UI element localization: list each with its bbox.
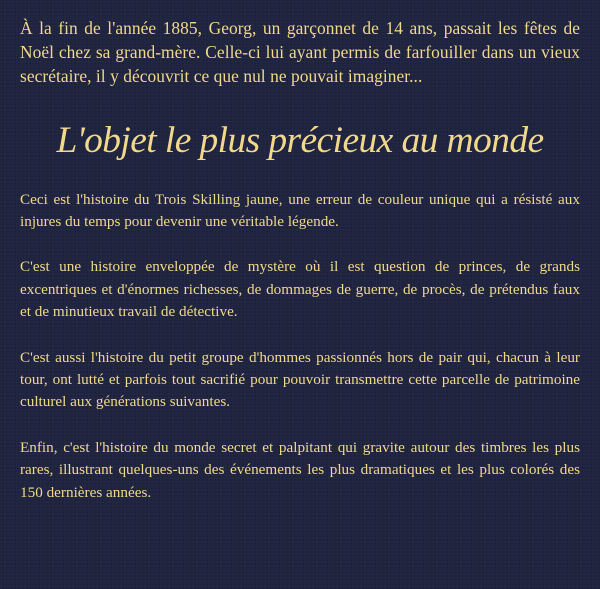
description-paragraph-1: Ceci est l'histoire du Trois Skilling jaune, une erreur de couleur unique qui a résisté aux injures du temps pour devenir une véritable légende.: [20, 190, 580, 231]
description-paragraph-4: Enfin, c'est l'histoire du monde secret et palpitant qui gravite autour des timbres les plus rares, illustrant quelques-uns des événements les plus dramatiques et les plus colorés des 150 dernières années.: [20, 438, 580, 501]
description-paragraph-2: C'est une histoire enveloppée de mystère où il est question de princes, de grands excentriques et d'énormes richesses, de dommages de guerre, de procès, de prétendus faux et de minutieux travail de détective.: [20, 258, 580, 321]
description-body: [20, 189, 580, 504]
intro-paragraph: À la fin de l'année 1885, Georg, un garçonnet de 14 ans, passait les fêtes de Noël chez sa grand-mère. Celle-ci lui ayant permis de farfouiller dans un vieux secrétaire, il y découvrit ce que nul ne pouvait imaginer...: [20, 18, 580, 87]
page-title: L'objet le plus précieux au monde: [56, 119, 544, 161]
description-paragraph-3: C'est aussi l'histoire du petit groupe d'hommes passionnés hors de pair qui, chacun à leur tour, ont lutté et parfois tout sacrifié pour pouvoir transmettre cette parcelle de patrimoine culturel aux générations suivantes.: [20, 348, 580, 411]
